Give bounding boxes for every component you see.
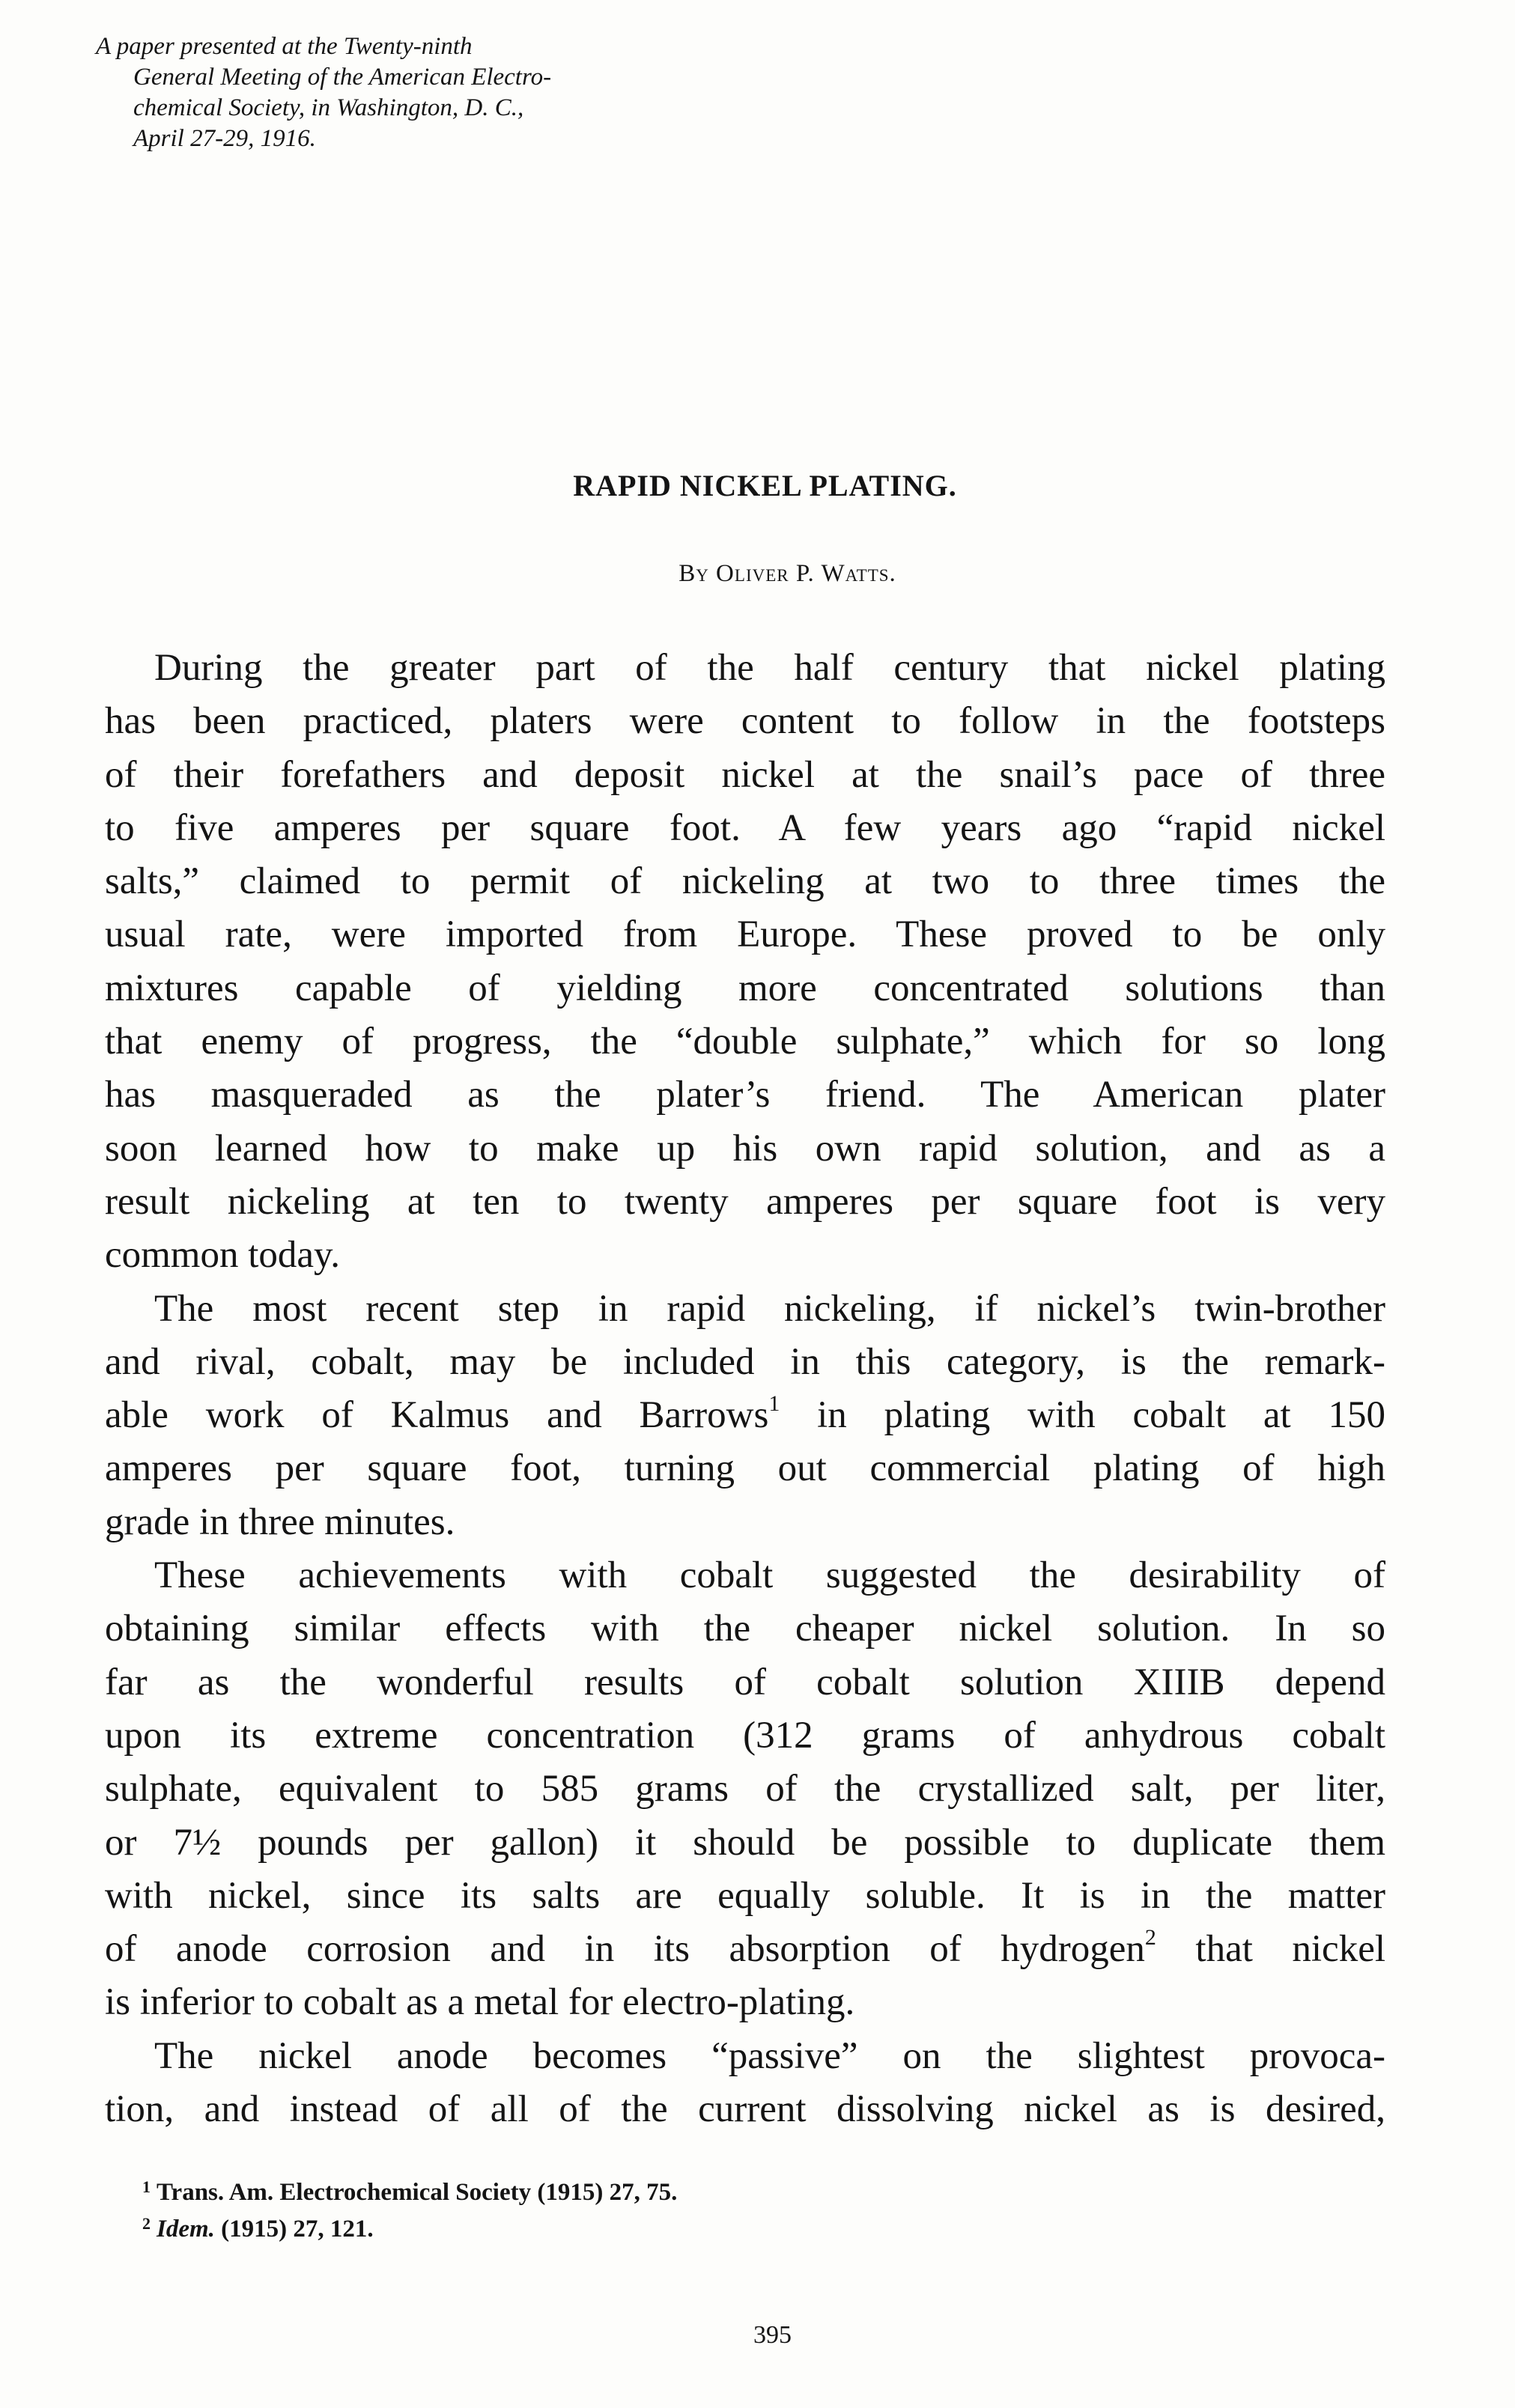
footnote-text: Trans. Am. Electrochemical Society (1915) 27, 75.	[157, 2179, 678, 2206]
footnote	[142, 2208, 1041, 2245]
article-title: RAPID NICKEL PLATING.	[573, 469, 957, 502]
body-line	[105, 1923, 1385, 1976]
article-body	[105, 642, 1385, 2136]
presentation-note	[96, 31, 770, 154]
body-line: result nickeling at ten to twenty amperes per square foot is very	[105, 1180, 1385, 1223]
body-line: sulphate, equivalent to 585 grams of the crystallized salt, per liter,	[105, 1768, 1385, 1810]
presentation-note-line: chemical Society, in Washington, D. C.,	[133, 94, 524, 121]
body-line: tion, and instead of all of the current dissolving nickel as is desired,	[105, 2088, 1385, 2131]
body-line: These achievements with cobalt suggested the desirability of	[154, 1554, 1385, 1597]
body-line: or 7½ pounds per gallon) it should be possible to duplicate them	[105, 1821, 1385, 1864]
body-line: with nickel, since its salts are equally soluble. It is in the matter	[105, 1874, 1385, 1917]
footnote-mark: 2	[142, 2214, 151, 2233]
body-line-segment: that nickel	[1156, 1928, 1386, 1971]
article-byline: By Oliver P. Watts.	[678, 560, 896, 587]
body-line: of their forefathers and deposit nickel at the snail’s pace of three	[105, 753, 1385, 796]
footnote-reference: 1	[768, 1391, 780, 1417]
body-line: usual rate, were imported from Europe. These proved to be only	[105, 913, 1385, 956]
body-line: has been practiced, platers were content to follow in the footsteps	[105, 700, 1385, 743]
body-line: to five amperes per square foot. A few years ago “rapid nickel	[105, 806, 1385, 849]
body-line: mixtures capable of yielding more concentrated solutions than	[105, 967, 1385, 1009]
body-line: obtaining similar effects with the cheaper nickel solution. In so	[105, 1608, 1385, 1650]
body-line: salts,” claimed to permit of nickeling at two to three times the	[105, 860, 1385, 903]
footnote-reference: 2	[1144, 1925, 1156, 1951]
page-number: 395	[753, 2321, 792, 2349]
body-line: The most recent step in rapid nickeling, if nickel’s twin-brother	[154, 1287, 1385, 1330]
presentation-note-line: A paper presented at the Twenty-ninth	[96, 33, 473, 60]
body-line: far as the wonderful results of cobalt solution XIIIB depend	[105, 1661, 1385, 1703]
presentation-note-line: General Meeting of the American Electro-	[133, 64, 552, 91]
footnote	[142, 2171, 1041, 2208]
body-line: soon learned how to make up his own rapid solution, and as a	[105, 1127, 1385, 1170]
body-line: common today.	[105, 1234, 340, 1277]
body-line	[105, 1389, 1385, 1442]
body-line: is inferior to cobalt as a metal for electro-plating.	[105, 1981, 855, 2024]
body-line: The nickel anode becomes “passive” on the slightest provoca-	[154, 2034, 1385, 2077]
footnote-text: (1915) 27, 121.	[214, 2216, 374, 2243]
body-line: that enemy of progress, the “double sulphate,” which for so long	[105, 1021, 1385, 1063]
presentation-note-line: April 27-29, 1916.	[133, 125, 316, 152]
body-line-segment: in plating with cobalt at 150	[780, 1394, 1385, 1437]
body-line-segment: of anode corrosion and in its absorption of hydrogen	[105, 1928, 1145, 1971]
body-line: amperes per square foot, turning out commercial plating of high	[105, 1447, 1385, 1490]
body-line-segment: able work of Kalmus and Barrows	[105, 1394, 769, 1437]
body-line: and rival, cobalt, may be included in this category, is the remark-	[105, 1340, 1385, 1383]
body-line: grade in three minutes.	[105, 1501, 455, 1543]
footnotes	[142, 2171, 1041, 2245]
body-line: upon its extreme concentration (312 grams of anhydrous cobalt	[105, 1714, 1385, 1757]
body-line: has masqueraded as the plater’s friend. The American plater	[105, 1074, 1385, 1116]
body-line: During the greater part of the half century that nickel plating	[154, 647, 1385, 689]
footnote-mark: 1	[142, 2177, 151, 2196]
footnote-lead: Idem.	[157, 2216, 215, 2243]
